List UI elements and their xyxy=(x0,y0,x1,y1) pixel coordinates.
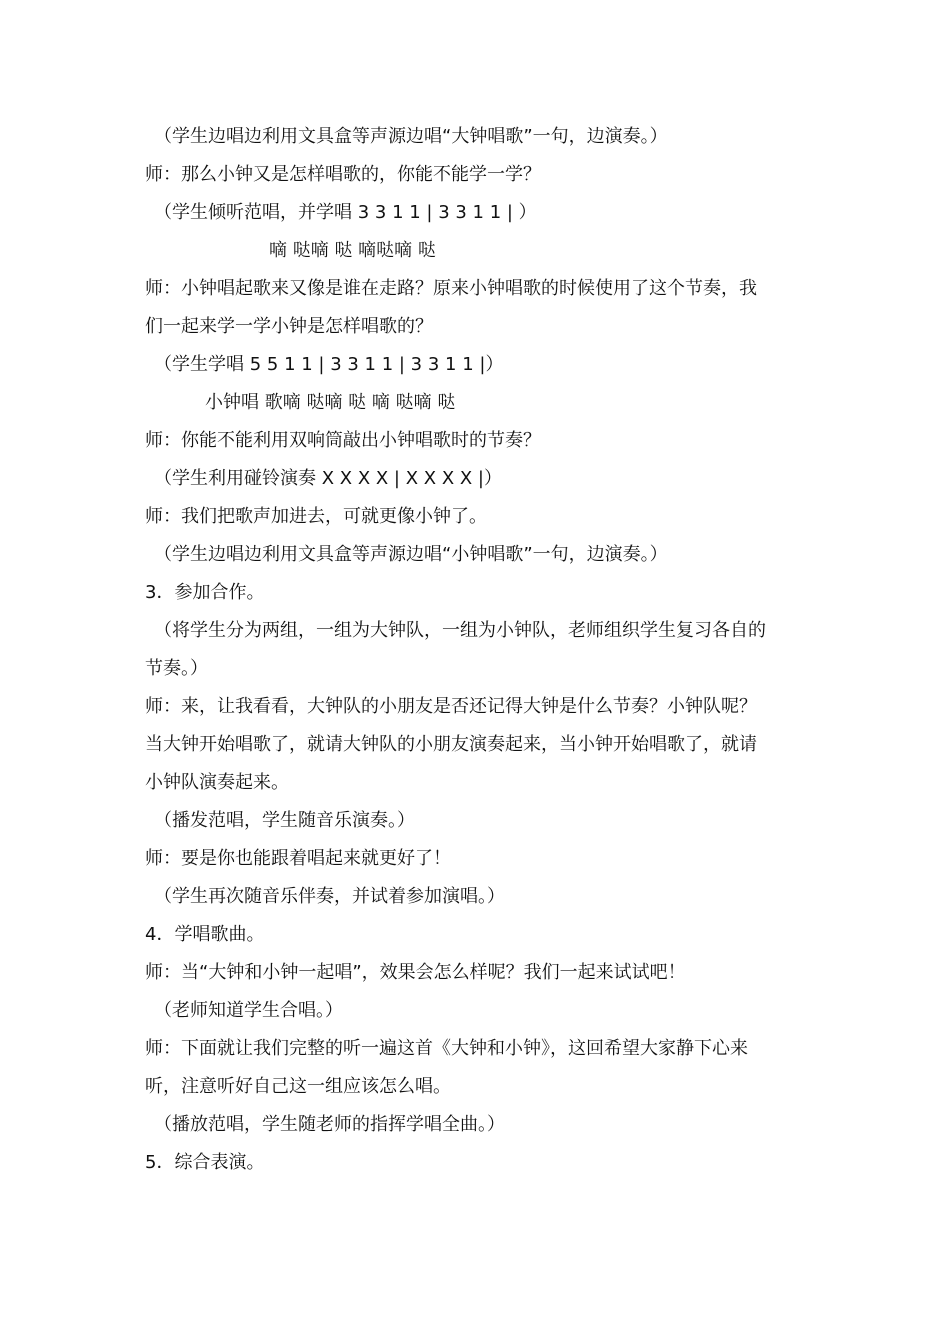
paragraph-line: （学生学唱 5 5 1 1 | 3 3 1 1 | 3 3 1 1 |） xyxy=(154,354,504,375)
paragraph-line: 师：你能不能利用双响筒敲出小钟唱歌时的节奏？ xyxy=(145,430,541,451)
paragraph-line: 小钟队演奏起来。 xyxy=(145,772,289,793)
paragraph-line: （播发范唱，学生随音乐演奏。） xyxy=(154,810,415,831)
section-heading: 3．参加合作。 xyxy=(145,582,265,603)
paragraph-line: 师：来，让我看看，大钟队的小朋友是否还记得大钟是什么节奏？小钟队呢？ xyxy=(145,696,757,717)
paragraph-line: （学生边唱边利用文具盒等声源边唱“小钟唱歌”一句，边演奏。） xyxy=(154,544,668,565)
section-heading: 4．学唱歌曲。 xyxy=(145,924,265,945)
paragraph-line: 师：下面就让我们完整的听一遍这首《大钟和小钟》，这回希望大家静下心来 xyxy=(145,1038,748,1059)
paragraph-line: 当大钟开始唱歌了，就请大钟队的小朋友演奏起来，当小钟开始唱歌了，就请 xyxy=(145,734,757,755)
paragraph-line: 节奏。） xyxy=(145,658,208,679)
paragraph-line: （学生倾听范唱，并学唱 3 3 1 1 | 3 3 1 1 | ） xyxy=(154,202,537,223)
paragraph-line: 师：我们把歌声加进去，可就更像小钟了。 xyxy=(145,506,487,527)
paragraph-line: 师：要是你也能跟着唱起来就更好了！ xyxy=(145,848,451,869)
paragraph-line: （老师知道学生合唱。） xyxy=(154,1000,343,1021)
document-body xyxy=(145,118,805,1182)
paragraph-line: （学生边唱边利用文具盒等声源边唱“大钟唱歌”一句，边演奏。） xyxy=(154,126,668,147)
paragraph-line: 听，注意听好自己这一组应该怎么唱。 xyxy=(145,1076,451,1097)
paragraph-line: （学生再次随音乐伴奏，并试着参加演唱。） xyxy=(154,886,505,907)
paragraph-line: 们一起来学一学小钟是怎样唱歌的？ xyxy=(145,316,433,337)
paragraph-line: 师：小钟唱起歌来又像是谁在走路？原来小钟唱歌的时候使用了这个节奏，我 xyxy=(145,278,757,299)
lyric-line: 小钟唱 歌嘀 哒嘀 哒 嘀 哒嘀 哒 xyxy=(205,392,456,413)
paragraph-line: （播放范唱，学生随老师的指挥学唱全曲。） xyxy=(154,1114,505,1135)
lyric-line: 嘀 哒嘀 哒 嘀哒嘀 哒 xyxy=(269,240,436,261)
paragraph-line: 师：当“大钟和小钟一起唱”，效果会怎么样呢？我们一起来试试吧！ xyxy=(145,962,686,983)
paragraph-line: 师：那么小钟又是怎样唱歌的，你能不能学一学？ xyxy=(145,164,541,185)
paragraph-line: （将学生分为两组，一组为大钟队，一组为小钟队，老师组织学生复习各自的 xyxy=(154,620,766,641)
paragraph-line: （学生利用碰铃演奏 X X X X | X X X X |） xyxy=(154,468,502,489)
section-heading: 5．综合表演。 xyxy=(145,1152,265,1173)
